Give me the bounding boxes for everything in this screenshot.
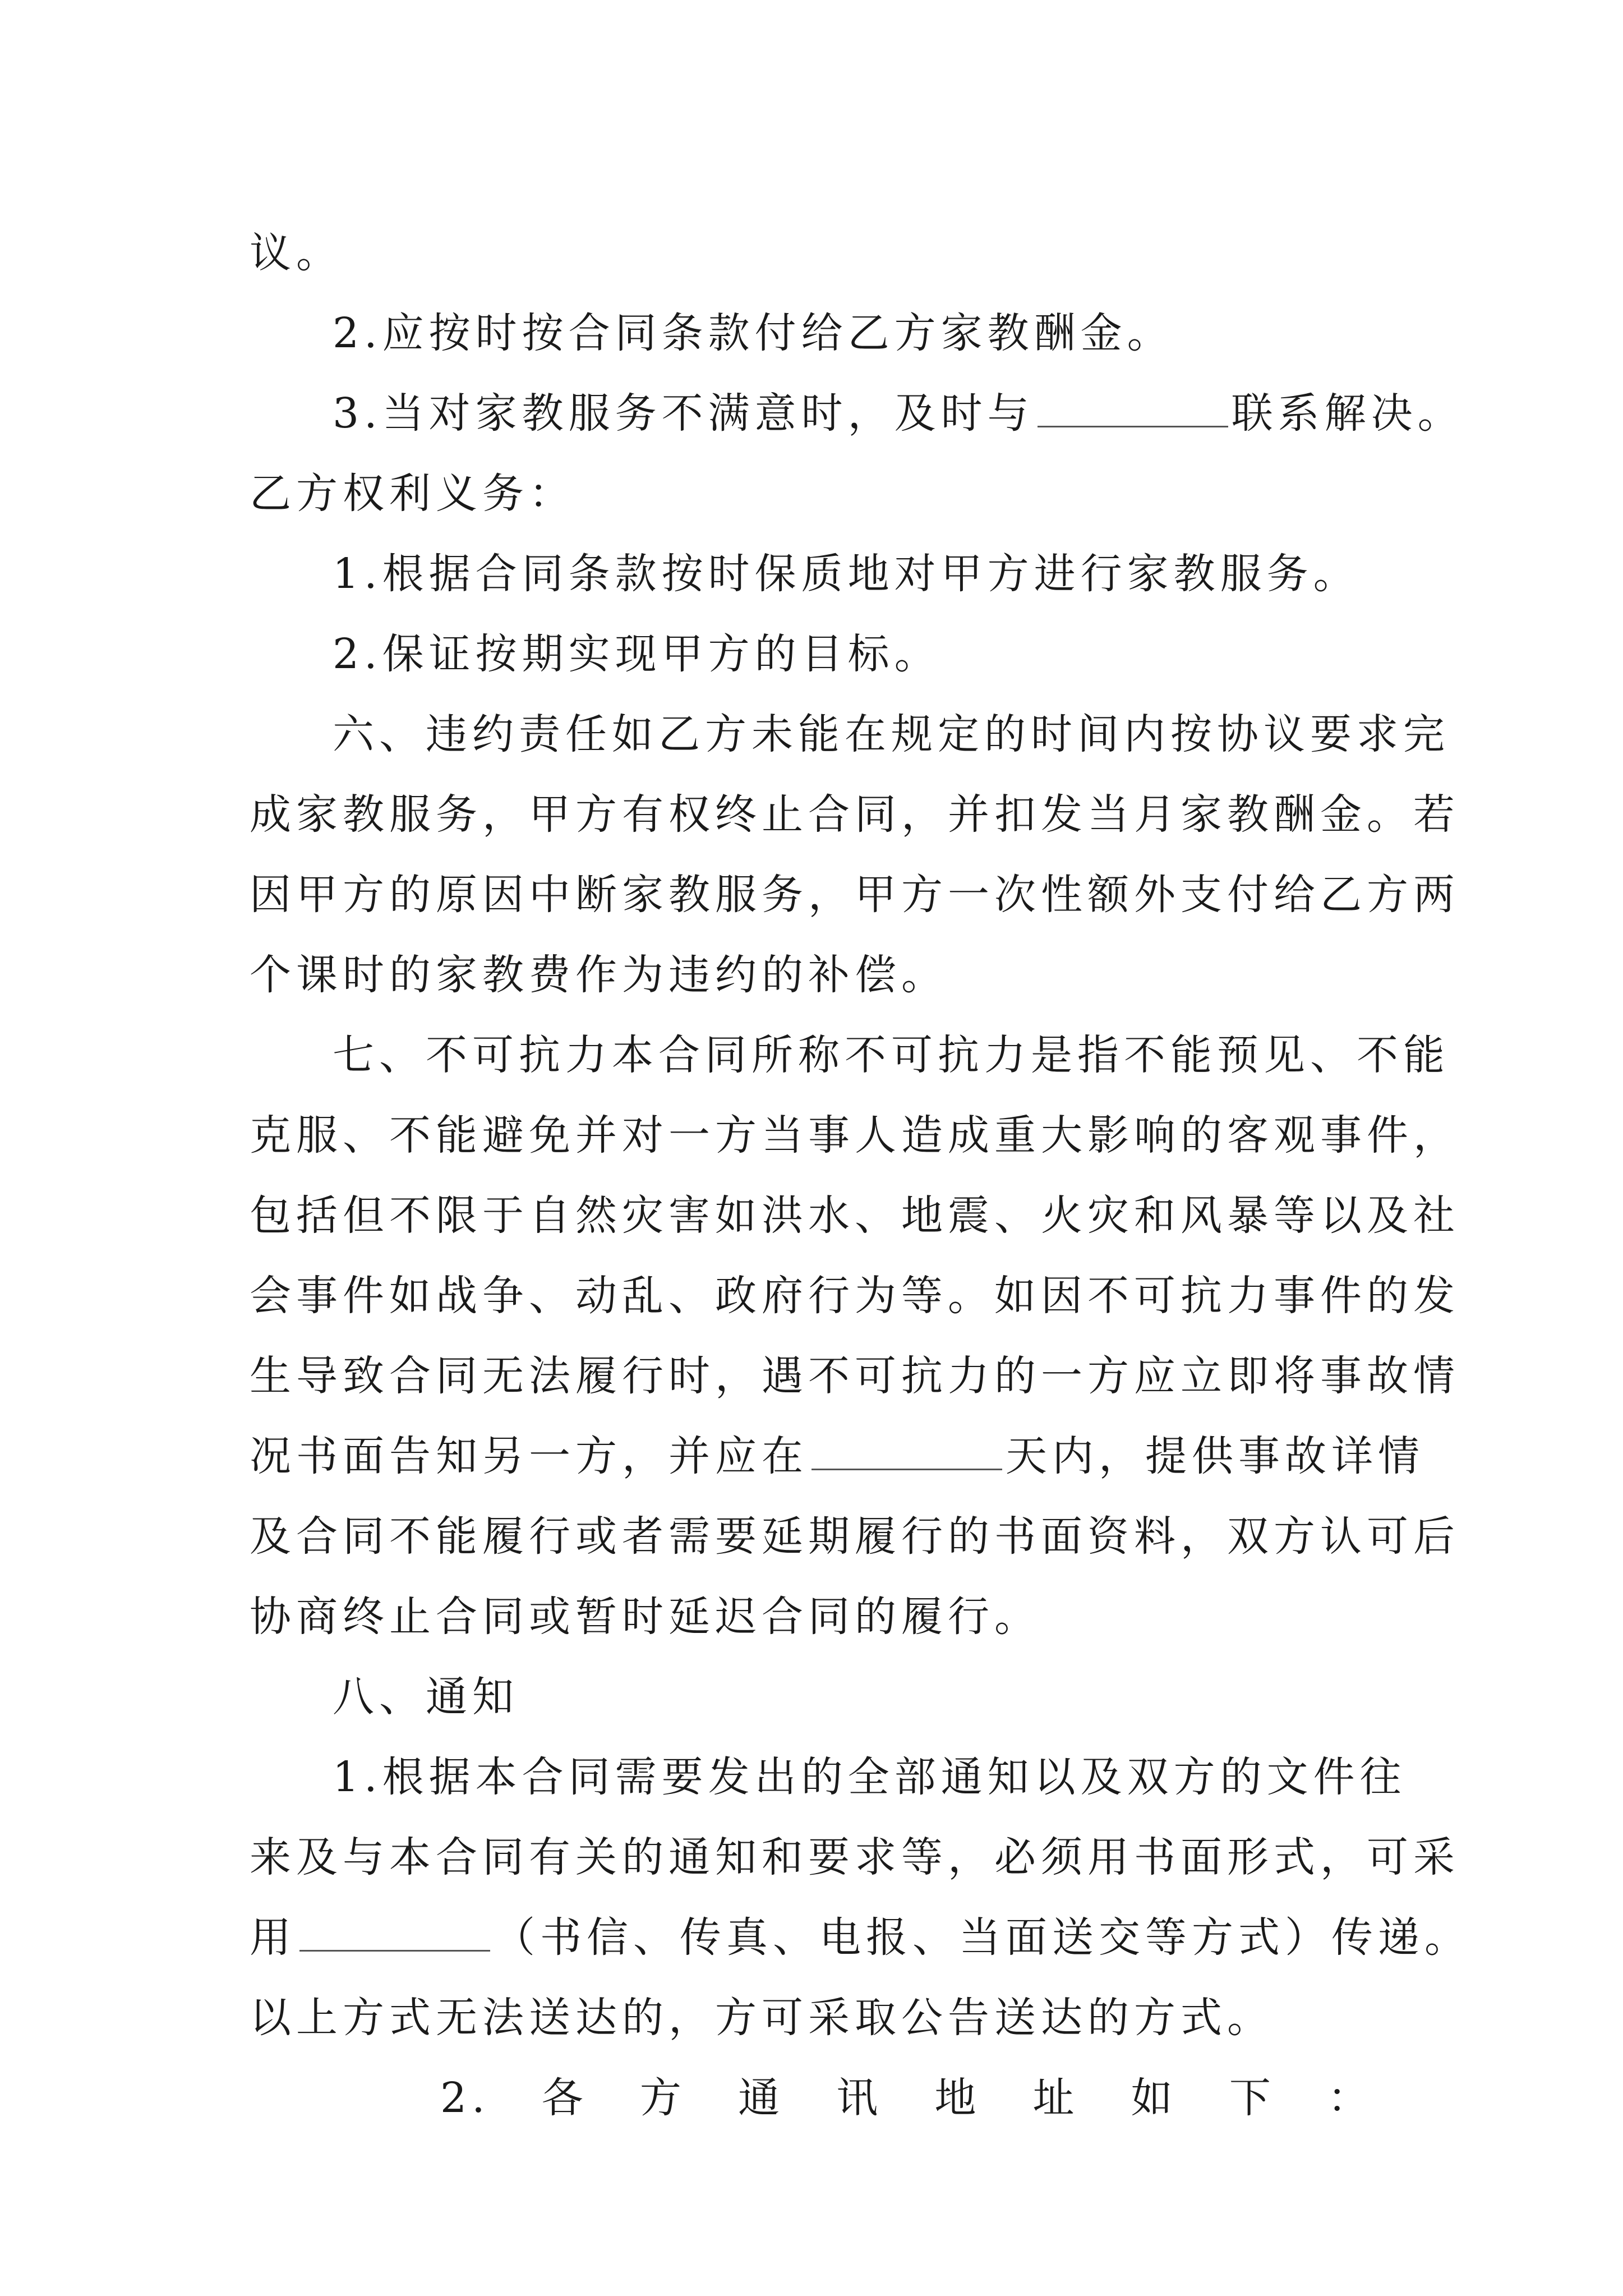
text-line: 乙方权利义务： (250, 470, 575, 518)
text-line: 2.应按时按合同条款付给乙方家教酬金。 (333, 309, 1174, 357)
text-line: 2. 各 方 通 讯 地 址 如 下 ： (440, 2074, 1374, 2122)
fill-in-blank (299, 1915, 490, 1952)
text-line: 1.根据本合同需要发出的全部通知以及双方的文件往 (333, 1753, 1407, 1801)
fill-in-blank (811, 1434, 1002, 1470)
text-line: 1.根据合同条款按时保质地对甲方进行家教服务。 (333, 550, 1360, 598)
text-line: 议。 (250, 229, 343, 277)
text-line: 八、通知 (333, 1673, 519, 1721)
text-line-with-blank (250, 374, 1464, 454)
text-line: 以上方式无法送达的，方可采取公告送达的方式。 (250, 1994, 1274, 2042)
text-line: 2.保证按期实现甲方的目标。 (333, 630, 941, 678)
text-segment: 况书面告知另一方，并应在 (250, 1432, 808, 1480)
text-line-with-blank (250, 1416, 1424, 1497)
text-line: 因甲方的原因中断家教服务，甲方一次性额外支付给乙方两 (250, 871, 1460, 919)
text-segment: 天内，提供事故详情 (1006, 1432, 1424, 1480)
text-line: 生导致合同无法履行时，遇不可抗力的一方应立即将事故情 (250, 1352, 1460, 1400)
contract-text (250, 213, 1471, 2138)
text-line: 会事件如战争、动乱、政府行为等。如因不可抗力事件的发 (250, 1272, 1460, 1320)
text-line: 及合同不能履行或者需要延期履行的书面资料，双方认可后 (250, 1512, 1460, 1561)
text-segment: 3.当对家教服务不满意时，及时与 (333, 389, 1034, 438)
fill-in-blank (1038, 391, 1228, 427)
text-line: 协商终止合同或暂时延迟合同的履行。 (250, 1593, 1041, 1641)
text-line: 七、不可抗力本合同所称不可抗力是指不能预见、不能 (333, 1031, 1450, 1079)
text-line-with-blank (250, 1898, 1471, 1978)
text-segment: 用 (250, 1913, 296, 1962)
text-line: 来及与本合同有关的通知和要求等，必须用书面形式，可采 (250, 1833, 1460, 1881)
text-line: 克服、不能避免并对一方当事人造成重大影响的客观事件， (250, 1111, 1460, 1159)
text-line: 六、违约责任如乙方未能在规定的时间内按协议要求完 (333, 710, 1450, 758)
text-segment: 联系解决。 (1231, 389, 1464, 438)
text-line: 成家教服务，甲方有权终止合同，并扣发当月家教酬金。若 (250, 790, 1460, 839)
text-segment: （书信、传真、电报、当面送交等方式）传递。 (494, 1913, 1471, 1962)
text-line: 包括但不限于自然灾害如洪水、地震、火灾和风暴等以及社 (250, 1191, 1460, 1240)
text-line: 个课时的家教费作为违约的补偿。 (250, 951, 948, 999)
